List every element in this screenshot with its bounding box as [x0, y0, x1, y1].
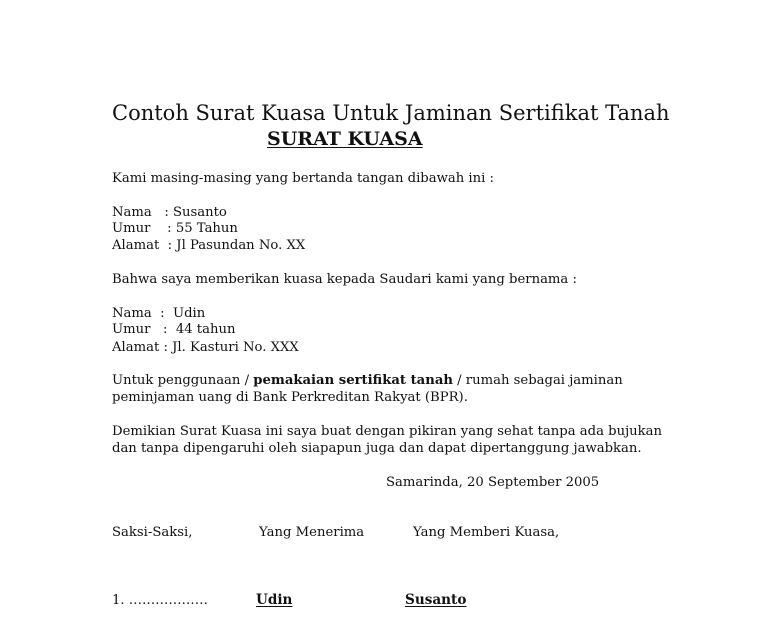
grantee-age: Umur : 44 tahun	[112, 322, 236, 337]
grantor-label: Yang Memberi Kuasa,	[413, 525, 560, 540]
intro-text: Kami masing-masing yang bertanda tangan dibawah ini :	[112, 171, 494, 186]
grantor-signature-name: Susanto	[405, 592, 467, 608]
witness-signature-line: 1. ………………	[112, 593, 208, 608]
purpose-line-1	[112, 373, 623, 389]
grantee-name: Nama : Udin	[112, 306, 206, 321]
document-title: Contoh Surat Kuasa Untuk Jaminan Sertifikat Tanah	[112, 101, 670, 125]
receiver-label: Yang Menerima	[259, 525, 365, 540]
purpose-text-a: Untuk penggunaan /	[112, 373, 254, 388]
purpose-text-bold: pemakaian sertifikat tanah	[253, 373, 453, 388]
document-subtitle: SURAT KUASA	[267, 128, 423, 150]
receiver-signature-name: Udin	[256, 592, 293, 608]
closing-line-1: Demikian Surat Kuasa ini saya buat dengan pikiran yang sehat tanpa ada bujukan	[112, 424, 663, 439]
statement-text: Bahwa saya memberikan kuasa kepada Saudari kami yang bernama :	[112, 272, 577, 287]
grantee-address: Alamat : Jl. Kasturi No. XXX	[112, 340, 299, 355]
closing-line-2: dan tanpa dipengaruhi oleh siapapun juga dan dapat dipertanggung jawabkan.	[112, 441, 642, 456]
witness-label: Saksi-Saksi,	[112, 525, 193, 540]
grantor-name: Nama : Susanto	[112, 205, 227, 220]
purpose-text-b: / rumah sebagai jaminan	[452, 373, 623, 388]
purpose-line-2: peminjaman uang di Bank Perkreditan Rakyat (BPR).	[112, 390, 468, 405]
grantor-age: Umur : 55 Tahun	[112, 221, 238, 236]
grantor-address: Alamat : Jl Pasundan No. XX	[112, 238, 306, 253]
place-date: Samarinda, 20 September 2005	[386, 475, 600, 490]
